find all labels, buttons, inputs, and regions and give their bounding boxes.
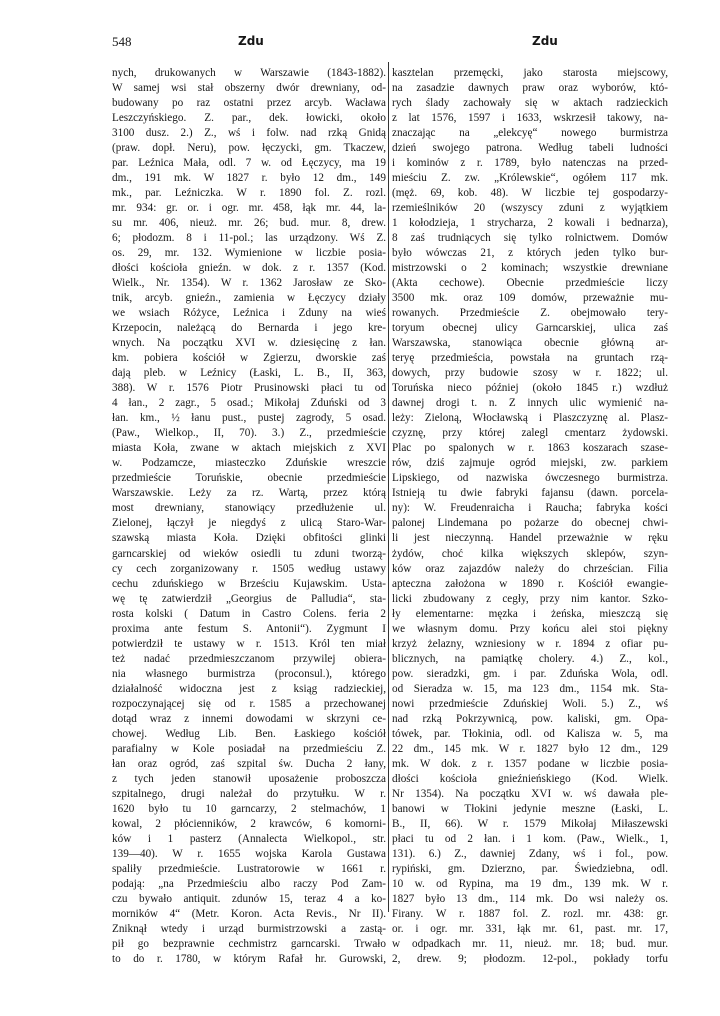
text-line: na zasadzie dawnych praw oraz wyborów, któ- — [392, 82, 668, 95]
text-line: W samej wsi stał obszerny dwór drewniany, od- — [112, 82, 386, 95]
text-line: tnik, arcyb. gnieźn., zamienia w Łęczycy działy — [112, 292, 386, 305]
text-line: we własnym domu. Przy końcu alei stoi piękny — [392, 622, 668, 635]
text-line: Warszawska, stanowiąca obecnie główną ar- — [392, 337, 668, 350]
text-line: rosta kolski ( Datum in Castro Colens. feria 2 — [112, 607, 386, 620]
text-line: rypiński, gm. Dzierzno, par. Świedziebna, odl. — [392, 862, 668, 875]
text-line: banowi w Tłokini jedynie meszne (Łaski, L. — [392, 802, 668, 815]
text-line: rzemieślników 20 (wszyscy zduni z wyjątkiem — [392, 202, 668, 215]
text-line: ny): W. Freudenraicha i Raucha; fabryka kości — [392, 502, 668, 515]
text-line: parafialny w Kole posiadał na przedmieściu Z. — [112, 742, 386, 755]
text-line: czu bywało antiquit. zdunów 15, teraz 4 a ko- — [112, 892, 386, 905]
text-line: ły elementarne: męzka i żeńska, mieszczą się — [392, 607, 668, 620]
text-line: dotąd wraz z innemi dowodami w skrzyni ce- — [112, 712, 386, 725]
text-line: os. 29, mr. 132. Wymienione w liczbie posia- — [112, 247, 386, 260]
text-line: w odpadkach mr. 11, nieuż. mr. 18; bud. mur. — [392, 937, 668, 950]
column-divider — [388, 62, 389, 912]
text-line: morników 4“ (Metr. Koron. Acta Revis., Nr II). — [112, 907, 386, 920]
text-line: kasztelan przemęcki, jako starosta miejscowy, — [392, 67, 668, 79]
running-head-left: Zdu — [238, 34, 264, 48]
text-line: Wielk., Nr. 1354). W r. 1362 Jarosław ze Sko- — [112, 277, 386, 290]
text-line: licki zbudowany z cegły, przy nim kantor. Szko- — [392, 592, 668, 605]
text-line: Krzepocin, należącą do Bernarda i jego kre- — [112, 322, 386, 335]
text-line: par. Leźnica Mała, odl. 7 w. od Łęczycy, ma 19 — [112, 157, 386, 170]
text-line: dzień swojego patrona. Według tabeli ludności — [392, 142, 668, 155]
text-line: leży: Zieloną, Włocławską i Plaszczyznę al. Plasz- — [392, 412, 668, 425]
text-line: dm., 191 mk. W 1827 r. było 12 dm., 149 — [112, 172, 386, 185]
text-line: z tych jeden stanowił uposażenie proboszcza — [112, 772, 386, 785]
text-line: podają: „na Przedmieściu albo raczy Pod Zam- — [112, 877, 386, 890]
text-line: 1 kołodzieja, 1 strycharza, 2 kowali i bednarza), — [392, 217, 668, 230]
text-line: 1620 było tu 10 garncarzy, 2 stelmachów, 1 — [112, 802, 386, 815]
text-line: łan. km., ½ łanu pust., pustej zagrody, 5 osad. — [112, 412, 386, 425]
left-text-column — [112, 66, 386, 967]
text-line: 388). W r. 1576 Piotr Prusinowski płaci tu od — [112, 382, 386, 395]
text-line: Lipskiego, od nazwiska ówczesnego burmistrza. — [392, 472, 668, 485]
text-line: 1827 było 13 dm., 114 mk. Do wsi należy os. — [392, 892, 668, 905]
text-line: 131). 6.) Z., dawniej Zdany, wś i fol., pow. — [392, 847, 668, 860]
text-line: mk. W dok. z r. 1357 podane w liczbie posia- — [392, 757, 668, 770]
text-line: pow. sieradzki, gm. i par. Zduńska Wola, odl. — [392, 667, 668, 680]
text-line: nych, drukowanych w Warszawie (1843-1882). — [112, 67, 386, 79]
text-line: Zniknął wtedy i urząd burmistrzowski a zastą- — [112, 922, 386, 935]
text-line: krzyż żelazny, wzniesiony w r. 1894 z ofiar pu- — [392, 637, 668, 650]
text-line: 8 zaś trudniących się tylko rolnictwem. Domów — [392, 232, 668, 245]
text-line: 22 dm., 145 mk. W r. 1827 było 12 dm., 129 — [392, 742, 668, 755]
text-line: Toruńska nieco później (około 1845 r.) wzdłuż — [392, 382, 668, 395]
text-line: żydów, choć kilka większych sklepów, szyn- — [392, 547, 668, 560]
text-line: to do r. 1780, w którym Rafał hr. Gurowski, — [112, 952, 386, 965]
text-line: km. pobiera kościół w Zgierzu, dworskie zaś — [112, 352, 386, 365]
text-line: blicznych, na pamiątkę cholery. 4.) Z., kol., — [392, 652, 668, 665]
text-line: pił go bezprawnie cechmistrz garncarski. Trwało — [112, 937, 386, 950]
text-line: Firany. W r. 1887 fol. Z. rozl. mr. 438: gr. — [392, 907, 668, 920]
text-line: szawską miasta Koła. Dzięki obfitości glinki — [112, 532, 386, 545]
text-line: dłości kościoła gnieźnieńskiego (Kod. Wielk. — [392, 772, 668, 785]
text-line: dawnej drogi t. n. Z innych ulic wymienić na- — [392, 397, 668, 410]
text-line: 2, drew. 9; płodozm. 12-pol., pokłady torfu — [392, 952, 668, 965]
text-line: znaczając na „elekcyę“ nowego burmistrza — [392, 127, 668, 140]
text-line: z lat 1576, 1597 i 1633, wskrzesił takowy, na- — [392, 112, 668, 125]
text-line: wę tę zatwierdził „Georgius de Palludia“, sta- — [112, 592, 386, 605]
text-line: spaliły przedmieście. Lustratorowie w 1661 r. — [112, 862, 386, 875]
text-line: przedmieście Toruńskie, obecnie przedmieście — [112, 472, 386, 485]
text-line: Plac po spalonych w r. 1863 koszarach szase- — [392, 442, 668, 455]
text-line: dowych, przy budowie szosy w r. 1822; ul. — [392, 367, 668, 380]
text-line: palonej Lindemana po pożarze do obecnej chwi- — [392, 517, 668, 530]
text-line: mk., par. Leźniczka. W r. 1890 fol. Z. rozl. — [112, 187, 386, 200]
text-line: dają pleb. w Leźnicy (Łaski, L. B., II, 363, — [112, 367, 386, 380]
text-line: tówek, par. Tłokinia, odl. od Kalisza w. 5, ma — [392, 727, 668, 740]
text-line: su mr. 406, nieuż. mr. 26; bud. mur. 8, drew. — [112, 217, 386, 230]
text-line: mistrzowski o 2 kominach; wszystkie drewniane — [392, 262, 668, 275]
running-head-right: Zdu — [532, 34, 558, 48]
text-line: 10 w. od Rypina, ma 19 dm., 139 mk. W r. — [392, 877, 668, 890]
text-line: 6; płodozm. 8 i 11-pol.; las urządzony. Wś Z. — [112, 232, 386, 245]
text-line: apteczna założona w 1890 r. Kościół ewangie- — [392, 577, 668, 590]
text-line: chowej. Według Lib. Ben. Łaskiego kościół — [112, 727, 386, 740]
text-line: ków oraz zajazdów należy do chrześcian. Filia — [392, 562, 668, 575]
text-line: cy cech zorganizowany r. 1505 według ustawy — [112, 562, 386, 575]
text-line: potwierdził te ustawy w r. 1513. Król ten miał — [112, 637, 386, 650]
text-line: nad rzką Pokrzywnicą, pow. kaliski, gm. Opa- — [392, 712, 668, 725]
text-line: rych ślady zachowały się w aktach radzieckich — [392, 97, 668, 110]
text-line: działalność widoczna jest z ksiąg radzieckiej, — [112, 682, 386, 695]
text-line: (praw. dopł. Neru), pow. łęczycki, gm. Tkaczew, — [112, 142, 386, 155]
page-header — [112, 34, 608, 52]
text-line: rozpoczynającej się od r. 1585 a przechowanej — [112, 697, 386, 710]
text-line: od Sieradza w. 15, ma 123 dm., 1154 mk. Sta- — [392, 682, 668, 695]
text-line: kowal, 2 płócienników, 2 krawców, 6 komorni- — [112, 817, 386, 830]
text-line: or. i ogr. mr. 331, łąk mr. 61, past. mr. 17, — [392, 922, 668, 935]
text-line: (Akta cechowe). Obecnie przedmieście liczy — [392, 277, 668, 290]
text-line: szpitalnego, drugi należał do przytułku. W r. — [112, 787, 386, 800]
text-line: Leszczyńskiego. Z. par., dek. łowicki, około — [112, 112, 386, 125]
text-line: mieściu Z. zw. „Królewskie“, ogółem 117 mk. — [392, 172, 668, 185]
text-line: cechu zduńskiego w Brześciu Kujawskim. Usta- — [112, 577, 386, 590]
text-line: Zielonej, łączył je niegdyś z ulicą Staro-War- — [112, 517, 386, 530]
text-line: we wsiach Różyce, Leźnica i Zduny na wieś — [112, 307, 386, 320]
text-line: Warszawskie. Leży za rz. Wartą, przez którą — [112, 487, 386, 500]
page-number: 548 — [112, 34, 132, 49]
text-line: nowi przedmieście Zduńskiej Woli. 5.) Z., wś — [392, 697, 668, 710]
text-line: ków i 1 pasterz (Annalecta Wielkopol., str. — [112, 832, 386, 845]
text-line: miasta Koła, zwane w aktach miejskich z XVI — [112, 442, 386, 455]
right-text-column — [392, 66, 668, 967]
text-line: li jest nieczynną. Handel przeważnie w ręku — [392, 532, 668, 545]
text-line: wnych. Na początku XVI w. dziesięcinę z łan. — [112, 337, 386, 350]
text-line: rów, dziś zajmuje ogród miejski, zw. parkiem — [392, 457, 668, 470]
text-line: było wówczas 21, z których jeden tylko bur- — [392, 247, 668, 260]
text-line: toryum obecnej ulicy Garncarskiej, ulica zaś — [392, 322, 668, 335]
text-line: Nr 1354). Na początku XVI w. wś dawała ple- — [392, 787, 668, 800]
text-line: budowany po raz ostatni przez arcyb. Wacława — [112, 97, 386, 110]
text-line: i kominów z r. 1789, było natenczas na przed- — [392, 157, 668, 170]
text-line: w. Podzamcze, miasteczko Zduńskie wreszcie — [112, 457, 386, 470]
text-line: Istnieją tu dwie fabryki fajansu (dawn. porcela- — [392, 487, 668, 500]
text-line: łan oraz ogród, zaś szpital św. Ducha 2 łany, — [112, 757, 386, 770]
text-line: garncarskiej od wieków osiedli tu zduni tworzą- — [112, 547, 386, 560]
text-line: rowanych. Przedmieście Z. obejmowało tery- — [392, 307, 668, 320]
text-line: nia własnego burmistrza (proconsul.), którego — [112, 667, 386, 680]
text-line: 139—40). W r. 1655 wojska Karola Gustawa — [112, 847, 386, 860]
text-line: płaci tu od 2 łan. i 1 kom. (Paw., Wielk., 1, — [392, 832, 668, 845]
text-line: 3100 dusz. 2.) Z., wś i folw. nad rzką Gnidą — [112, 127, 386, 140]
text-line: teryę przedmieścia, powstała na gruntach rzą- — [392, 352, 668, 365]
text-line: 3500 mk. oraz 109 domów, przeważnie mu- — [392, 292, 668, 305]
text-line: most drewniany, stanowiący przedłużenie ul. — [112, 502, 386, 515]
text-line: też nadać przedmieszczanom przywilej obiera- — [112, 652, 386, 665]
text-line: proxima ante festum S. Antonii“). Zygmunt I — [112, 622, 386, 635]
text-line: 4 łan., 2 zagr., 5 osad.; Mikołaj Zduński od 3 — [112, 397, 386, 410]
text-line: czyznę, przy której zalegl cmentarz żydowski. — [392, 427, 668, 440]
text-line: dłości kościoła gnieźn. w dok. z r. 1357 (Kod. — [112, 262, 386, 275]
text-line: B., II, 66). W r. 1579 Mikołaj Miłaszewski — [392, 817, 668, 830]
text-line: (męż. 69, kob. 48). W liczbie tej gospodarzy- — [392, 187, 668, 200]
text-line: mr. 934: gr. or. i ogr. mr. 458, łąk mr. 44, la- — [112, 202, 386, 215]
text-line: (Paw., Wielkop., II, 70). 3.) Z., przedmieście — [112, 427, 386, 440]
